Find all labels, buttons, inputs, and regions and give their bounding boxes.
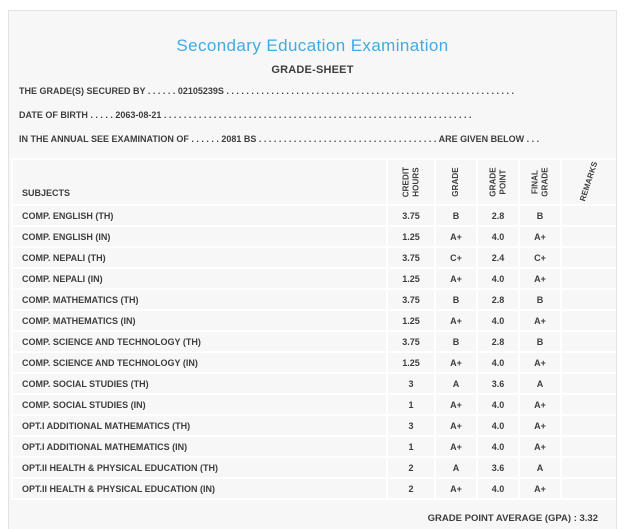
grade-point-cell: 3.6 [477,457,519,478]
grade-cell: A+ [435,352,477,373]
grade-point-cell: 4.0 [477,478,519,499]
subject-cell: COMP. SOCIAL STUDIES (IN) [12,394,387,415]
subject-cell: COMP. SCIENCE AND TECHNOLOGY (TH) [12,331,387,352]
grade-cell: A [435,373,477,394]
dots-filler: . . . . . [87,110,116,120]
gpa-footer [11,500,614,529]
grade-point-cell: 2.8 [477,331,519,352]
table-row [12,331,617,352]
subject-cell: COMP. MATHEMATICS (IN) [12,310,387,331]
subject-cell: COMP. MATHEMATICS (TH) [12,289,387,310]
final-grade-label: FINAL GRADE [530,167,549,197]
final-grade-cell: A+ [519,310,561,331]
remarks-cell [561,310,617,331]
remarks-cell [561,289,617,310]
symbol-number-value: 02105239S [177,86,224,96]
remarks-cell [561,247,617,268]
grades-secured-label: THE GRADE(S) SECURED BY [19,86,146,96]
table-row [12,310,617,331]
grade-table-body [12,205,617,499]
grade-point-cell: 4.0 [477,394,519,415]
credit-hours-label: CREDIT HOURS [401,166,420,198]
remarks-label: REMARKS [578,160,600,203]
final-grade-cell: A [519,457,561,478]
grade-point-cell: 2.8 [477,289,519,310]
grade-cell: A+ [435,268,477,289]
table-row [12,352,617,373]
grade-cell: B [435,205,477,226]
grades-table-header [12,159,617,205]
final-grade-cell: A+ [519,352,561,373]
remarks-cell [561,226,617,247]
grade-point-cell: 4.0 [477,436,519,457]
table-row [12,205,617,226]
grade-point-cell: 2.8 [477,205,519,226]
grade-point-cell: 4.0 [477,268,519,289]
dots-filler: . . . . . . . . . . . . . . . . . . . . . . . . . . . . . . . . . . . . [256,134,439,144]
page-title: Secondary Education Examination [176,36,449,55]
remarks-cell [561,478,617,499]
grade-point-cell: 4.0 [477,310,519,331]
credit-hours-cell: 3.75 [387,247,435,268]
final-grade-cell: A+ [519,415,561,436]
credit-hours-cell: 1.25 [387,226,435,247]
grade-point-cell: 2.4 [477,247,519,268]
subject-cell: COMP. SOCIAL STUDIES (TH) [12,373,387,394]
credit-hours-column-header [387,159,435,205]
grades-table [11,158,617,500]
grade-cell: A+ [435,394,477,415]
subject-cell: OPT.II HEALTH & PHYSICAL EDUCATION (IN) [12,478,387,499]
grade-point-cell: 4.0 [477,415,519,436]
subject-cell: OPT.I ADDITIONAL MATHEMATICS (TH) [12,415,387,436]
credit-hours-cell: 1.25 [387,352,435,373]
credit-hours-cell: 1.25 [387,310,435,331]
grade-column-header [435,159,477,205]
examination-year-value: 2081 BS [221,134,257,144]
final-grade-cell: C+ [519,247,561,268]
grade-point-cell: 3.6 [477,373,519,394]
credit-hours-cell: 3 [387,415,435,436]
table-row [12,268,617,289]
header-row [12,159,617,205]
grade-point-column-header [477,159,519,205]
subject-cell: COMP. SCIENCE AND TECHNOLOGY (IN) [12,352,387,373]
credit-hours-cell: 3.75 [387,205,435,226]
remarks-cell [561,436,617,457]
table-row [12,394,617,415]
subject-cell: OPT.I ADDITIONAL MATHEMATICS (IN) [12,436,387,457]
examination-year-line [19,134,606,145]
table-row [12,226,617,247]
subject-cell: COMP. ENGLISH (IN) [12,226,387,247]
final-grade-cell: A+ [519,226,561,247]
grade-cell: A+ [435,310,477,331]
final-grade-cell: B [519,289,561,310]
credit-hours-cell: 1.25 [387,268,435,289]
grade-cell: C+ [435,247,477,268]
credit-hours-cell: 1 [387,394,435,415]
grade-cell: A+ [435,226,477,247]
subjects-column-header: SUBJECTS [12,159,387,205]
table-row [12,478,617,499]
final-grade-cell: A+ [519,478,561,499]
subject-cell: OPT.II HEALTH & PHYSICAL EDUCATION (TH) [12,457,387,478]
final-grade-cell: A [519,373,561,394]
table-row [12,415,617,436]
subject-cell: COMP. ENGLISH (TH) [12,205,387,226]
grade-sheet-heading: GRADE-SHEET [271,64,354,76]
date-of-birth-label: DATE OF BIRTH [19,110,88,120]
dots-filler: . . . . . . . . . . . . . . . . . . . . . . . . . . . . . . . . . . . . . . . . . . . . . . . . . . . . . . . . . . [223,86,514,96]
remarks-cell [561,205,617,226]
grade-cell: A+ [435,436,477,457]
grade-point-label: GRADE POINT [488,167,507,197]
final-grade-cell: A+ [519,268,561,289]
grade-cell: A+ [435,415,477,436]
remarks-cell [561,331,617,352]
date-of-birth-value: 2063-08-21 [115,110,162,120]
credit-hours-cell: 1 [387,436,435,457]
remarks-cell [561,268,617,289]
info-section [19,86,606,145]
remarks-cell [561,457,617,478]
grade-point-cell: 4.0 [477,352,519,373]
dots-filler: . . . . . . [188,134,222,144]
dots-filler: . . . . . . . . . . . . . . . . . . . . . . . . . . . . . . . . . . . . . . . . . . . . . . . . . . . . . . . . . . . . . . [161,110,472,120]
date-of-birth-line [19,110,606,121]
table-row [12,289,617,310]
final-grade-cell: B [519,205,561,226]
remarks-cell [561,415,617,436]
table-row [12,436,617,457]
table-row [12,247,617,268]
gpa-value-text: GRADE POINT AVERAGE (GPA) : 3.32 [427,512,598,524]
credit-hours-cell: 2 [387,478,435,499]
grade-sheet-card [8,10,617,529]
remarks-cell [561,352,617,373]
remarks-cell [561,373,617,394]
remarks-cell [561,394,617,415]
subject-cell: COMP. NEPALI (IN) [12,268,387,289]
examination-year-label: IN THE ANNUAL SEE EXAMINATION OF [19,134,189,144]
grade-label: GRADE [451,167,461,197]
subject-cell: COMP. NEPALI (TH) [12,247,387,268]
grade-cell: B [435,289,477,310]
are-given-below-text: ARE GIVEN BELOW . . . [438,134,540,144]
dots-filler: . . . . . . [145,86,178,96]
final-grade-cell: A+ [519,436,561,457]
grade-point-cell: 4.0 [477,226,519,247]
remarks-column-header [561,159,617,205]
credit-hours-cell: 3.75 [387,331,435,352]
final-grade-cell: A+ [519,394,561,415]
table-row [12,373,617,394]
grades-secured-line [19,86,606,97]
grade-cell: A [435,457,477,478]
final-grade-column-header [519,159,561,205]
credit-hours-cell: 2 [387,457,435,478]
final-grade-cell: B [519,331,561,352]
credit-hours-cell: 3.75 [387,289,435,310]
grade-cell: B [435,331,477,352]
table-row [12,457,617,478]
grade-cell: A+ [435,478,477,499]
credit-hours-cell: 3 [387,373,435,394]
